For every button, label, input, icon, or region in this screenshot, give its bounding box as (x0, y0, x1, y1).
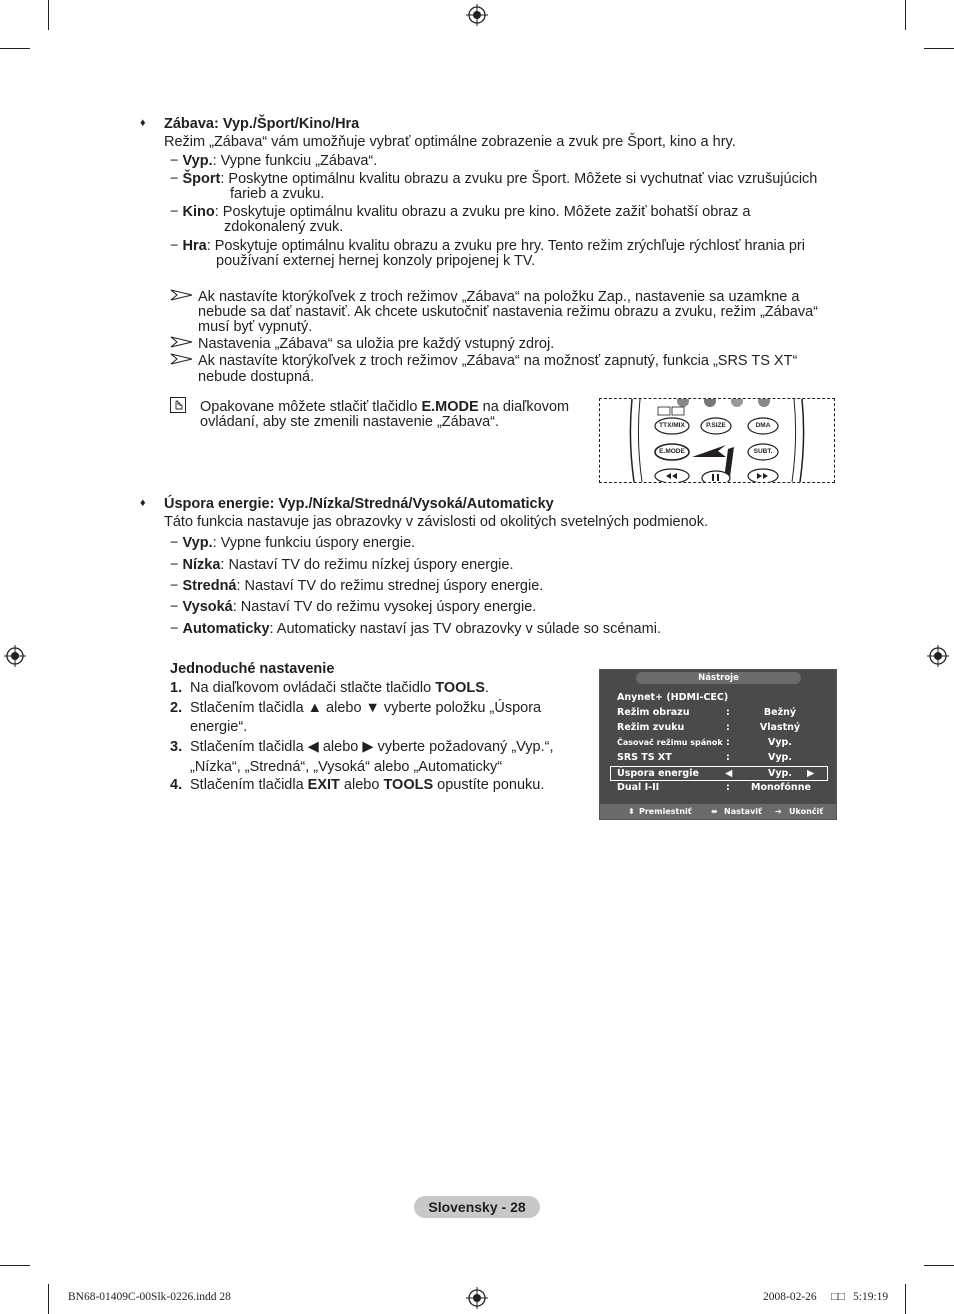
step-number: 1. (170, 680, 183, 696)
note-arrow-icon (170, 353, 194, 365)
step-number: 3. (170, 739, 183, 755)
step-text: Stlačením tlačidla ▲ alebo ▼ vyberte položku „Úspora (190, 700, 542, 716)
remote-note: Opakovane môžete stlačiť tlačidlo E.MODE na diaľkovom (200, 399, 570, 415)
menu-row[interactable]: Režim zvuku : Vlastný (617, 722, 801, 733)
list-item: − Kino: Poskytuje optimálnu kvalitu obrazu a zvuku pre kino. Môžete zažiť bohatší obraz a (170, 204, 751, 220)
page-number-badge: Slovensky - 28 (414, 1196, 540, 1218)
crop-mark (0, 48, 30, 49)
section-heading: Zábava: Vyp./Šport/Kino/Hra (164, 116, 360, 132)
remote-control-icon (600, 399, 834, 482)
menu-row[interactable]: Dual I-II : Monofónne (617, 782, 811, 793)
note-arrow-icon (170, 336, 194, 348)
tools-menu (599, 669, 837, 820)
leftright-icon: ⬌ (711, 807, 718, 816)
footer-set-label: Nastaviť (724, 807, 762, 816)
remote-button-emode: E.MODE (659, 448, 685, 455)
list-item: − Stredná: Nastaví TV do režimu strednej úspory energie. (170, 578, 544, 594)
note-text: Nastavenia „Zábava“ sa uložia pre každý vstupný zdroj. (198, 336, 555, 352)
crop-mark (48, 1284, 49, 1314)
crop-mark (924, 1265, 954, 1266)
footer-move-label: Premiestniť (639, 807, 692, 816)
list-item: − Vyp.: Vypne funkciu „Zábava“. (170, 153, 378, 169)
note-text: Ak nastavíte ktorýkoľvek z troch režimov „Zábava“ na možnosť zapnutý, funkcia „SRS TS XT“ (198, 353, 798, 369)
note-text: Ak nastavíte ktorýkoľvek z troch režimov „Zábava“ na položku Zap., nastavenie sa uzamkne a (198, 289, 800, 305)
crop-mark (0, 1265, 30, 1266)
footer-exit-label: Ukončiť (789, 807, 824, 816)
note-text: nebude dostupná. (198, 369, 315, 385)
crop-mark (924, 48, 954, 49)
note-arrow-icon (170, 289, 194, 301)
registration-mark-icon (466, 4, 488, 26)
diamond-bullet-icon: ♦ (140, 497, 146, 509)
step-text: energie“. (190, 719, 248, 735)
print-slug-date: 2008-02-26 (763, 1291, 817, 1303)
easy-setup-heading: Jednoduché nastavenie (170, 661, 335, 677)
remote-button-psize: P.SIZE (706, 422, 726, 429)
menu-row-selected[interactable]: Úspora energie ◀ Vyp. ▶ (610, 766, 828, 781)
step-text: Na diaľkovom ovládači stlačte tlačidlo TOOLS. (190, 680, 489, 696)
list-item-continuation: zdokonalený zvuk. (224, 219, 344, 235)
remote-button-subt: SUBT. (753, 448, 773, 455)
menu-row[interactable]: SRS TS XT : Vyp. (617, 752, 792, 763)
registration-mark-icon (927, 645, 949, 667)
note-text: musí byť vypnutý. (198, 319, 313, 335)
step-text: „Nízka“, „Stredná“, „Vysoká“ alebo „Automaticky“ (190, 759, 503, 775)
remote-button-ttxmix: TTX/MIX (659, 422, 685, 429)
updown-icon: ⬍ (628, 807, 635, 816)
step-text: Stlačením tlačidla ◀ alebo ▶ vyberte požadovaný „Vyp.“, (190, 739, 554, 755)
list-item: − Šport: Poskytne optimálnu kvalitu obrazu a zvuku pre Šport. Môžete si vychutnať viac vzrušujúcich (170, 171, 818, 187)
remote-note: ovládaní, aby ste zmenili nastavenie „Zábava“. (200, 414, 500, 430)
exit-icon: ➔ (775, 807, 782, 816)
menu-row[interactable]: Anynet+ (HDMI-CEC) (617, 692, 729, 703)
section-intro: Táto funkcia nastavuje jas obrazovky v závislosti od okolitých svetelných podmienok. (164, 514, 709, 530)
step-number: 4. (170, 777, 183, 793)
step-text: Stlačením tlačidla EXIT alebo TOOLS opustíte ponuku. (190, 777, 545, 793)
print-slug-time: 5:19:19 (853, 1291, 889, 1303)
remote-button-dma: DMA (755, 422, 771, 429)
menu-row[interactable]: Časovač režimu spánok : Vyp. (617, 737, 792, 748)
print-slug-glyphs: □□ (831, 1291, 845, 1303)
menu-title: Nástroje (636, 672, 801, 684)
crop-mark (905, 0, 906, 30)
list-item-continuation: používaní externej hernej konzoly pripojenej k TV. (216, 253, 536, 269)
left-arrow-icon[interactable]: ◀ (725, 768, 733, 779)
print-slug-file: BN68-01409C-00Slk-0226.indd 28 (68, 1291, 231, 1303)
list-item: − Vysoká: Nastaví TV do režimu vysokej úspory energie. (170, 599, 537, 615)
menu-row[interactable]: Režim obrazu : Bežný (617, 707, 797, 718)
list-item: − Nízka: Nastaví TV do režimu nízkej úspory energie. (170, 557, 514, 573)
registration-mark-icon (4, 645, 26, 667)
step-number: 2. (170, 700, 183, 716)
remote-hand-icon (170, 397, 186, 413)
list-item: − Vyp.: Vypne funkciu úspory energie. (170, 535, 416, 551)
registration-mark-icon (466, 1287, 488, 1309)
note-text: nebude sa dať nastaviť. Ak chcete uskutočniť nastavenia režimu obrazu a zvuku, režim „Zábava“ (198, 304, 818, 320)
crop-mark (905, 1284, 906, 1314)
section-intro: Režim „Zábava“ vám umožňuje vybrať optimálne zobrazenie a zvuk pre Šport, kino a hry. (164, 134, 736, 150)
right-arrow-icon[interactable]: ▶ (807, 768, 815, 779)
section-heading: Úspora energie: Vyp./Nízka/Stredná/Vysoká/Automaticky (164, 496, 554, 512)
diamond-bullet-icon: ♦ (140, 117, 146, 129)
menu-footer (600, 804, 836, 819)
list-item: − Hra: Poskytuje optimálnu kvalitu obrazu a zvuku pre hry. Tento režim zrýchľuje rýchlosť hrania pri (170, 238, 805, 254)
list-item-continuation: farieb a zvuku. (230, 186, 325, 202)
list-item: − Automaticky: Automaticky nastaví jas TV obrazovky v súlade so scénami. (170, 621, 661, 637)
crop-mark (48, 0, 49, 30)
remote-illustration (599, 398, 835, 483)
